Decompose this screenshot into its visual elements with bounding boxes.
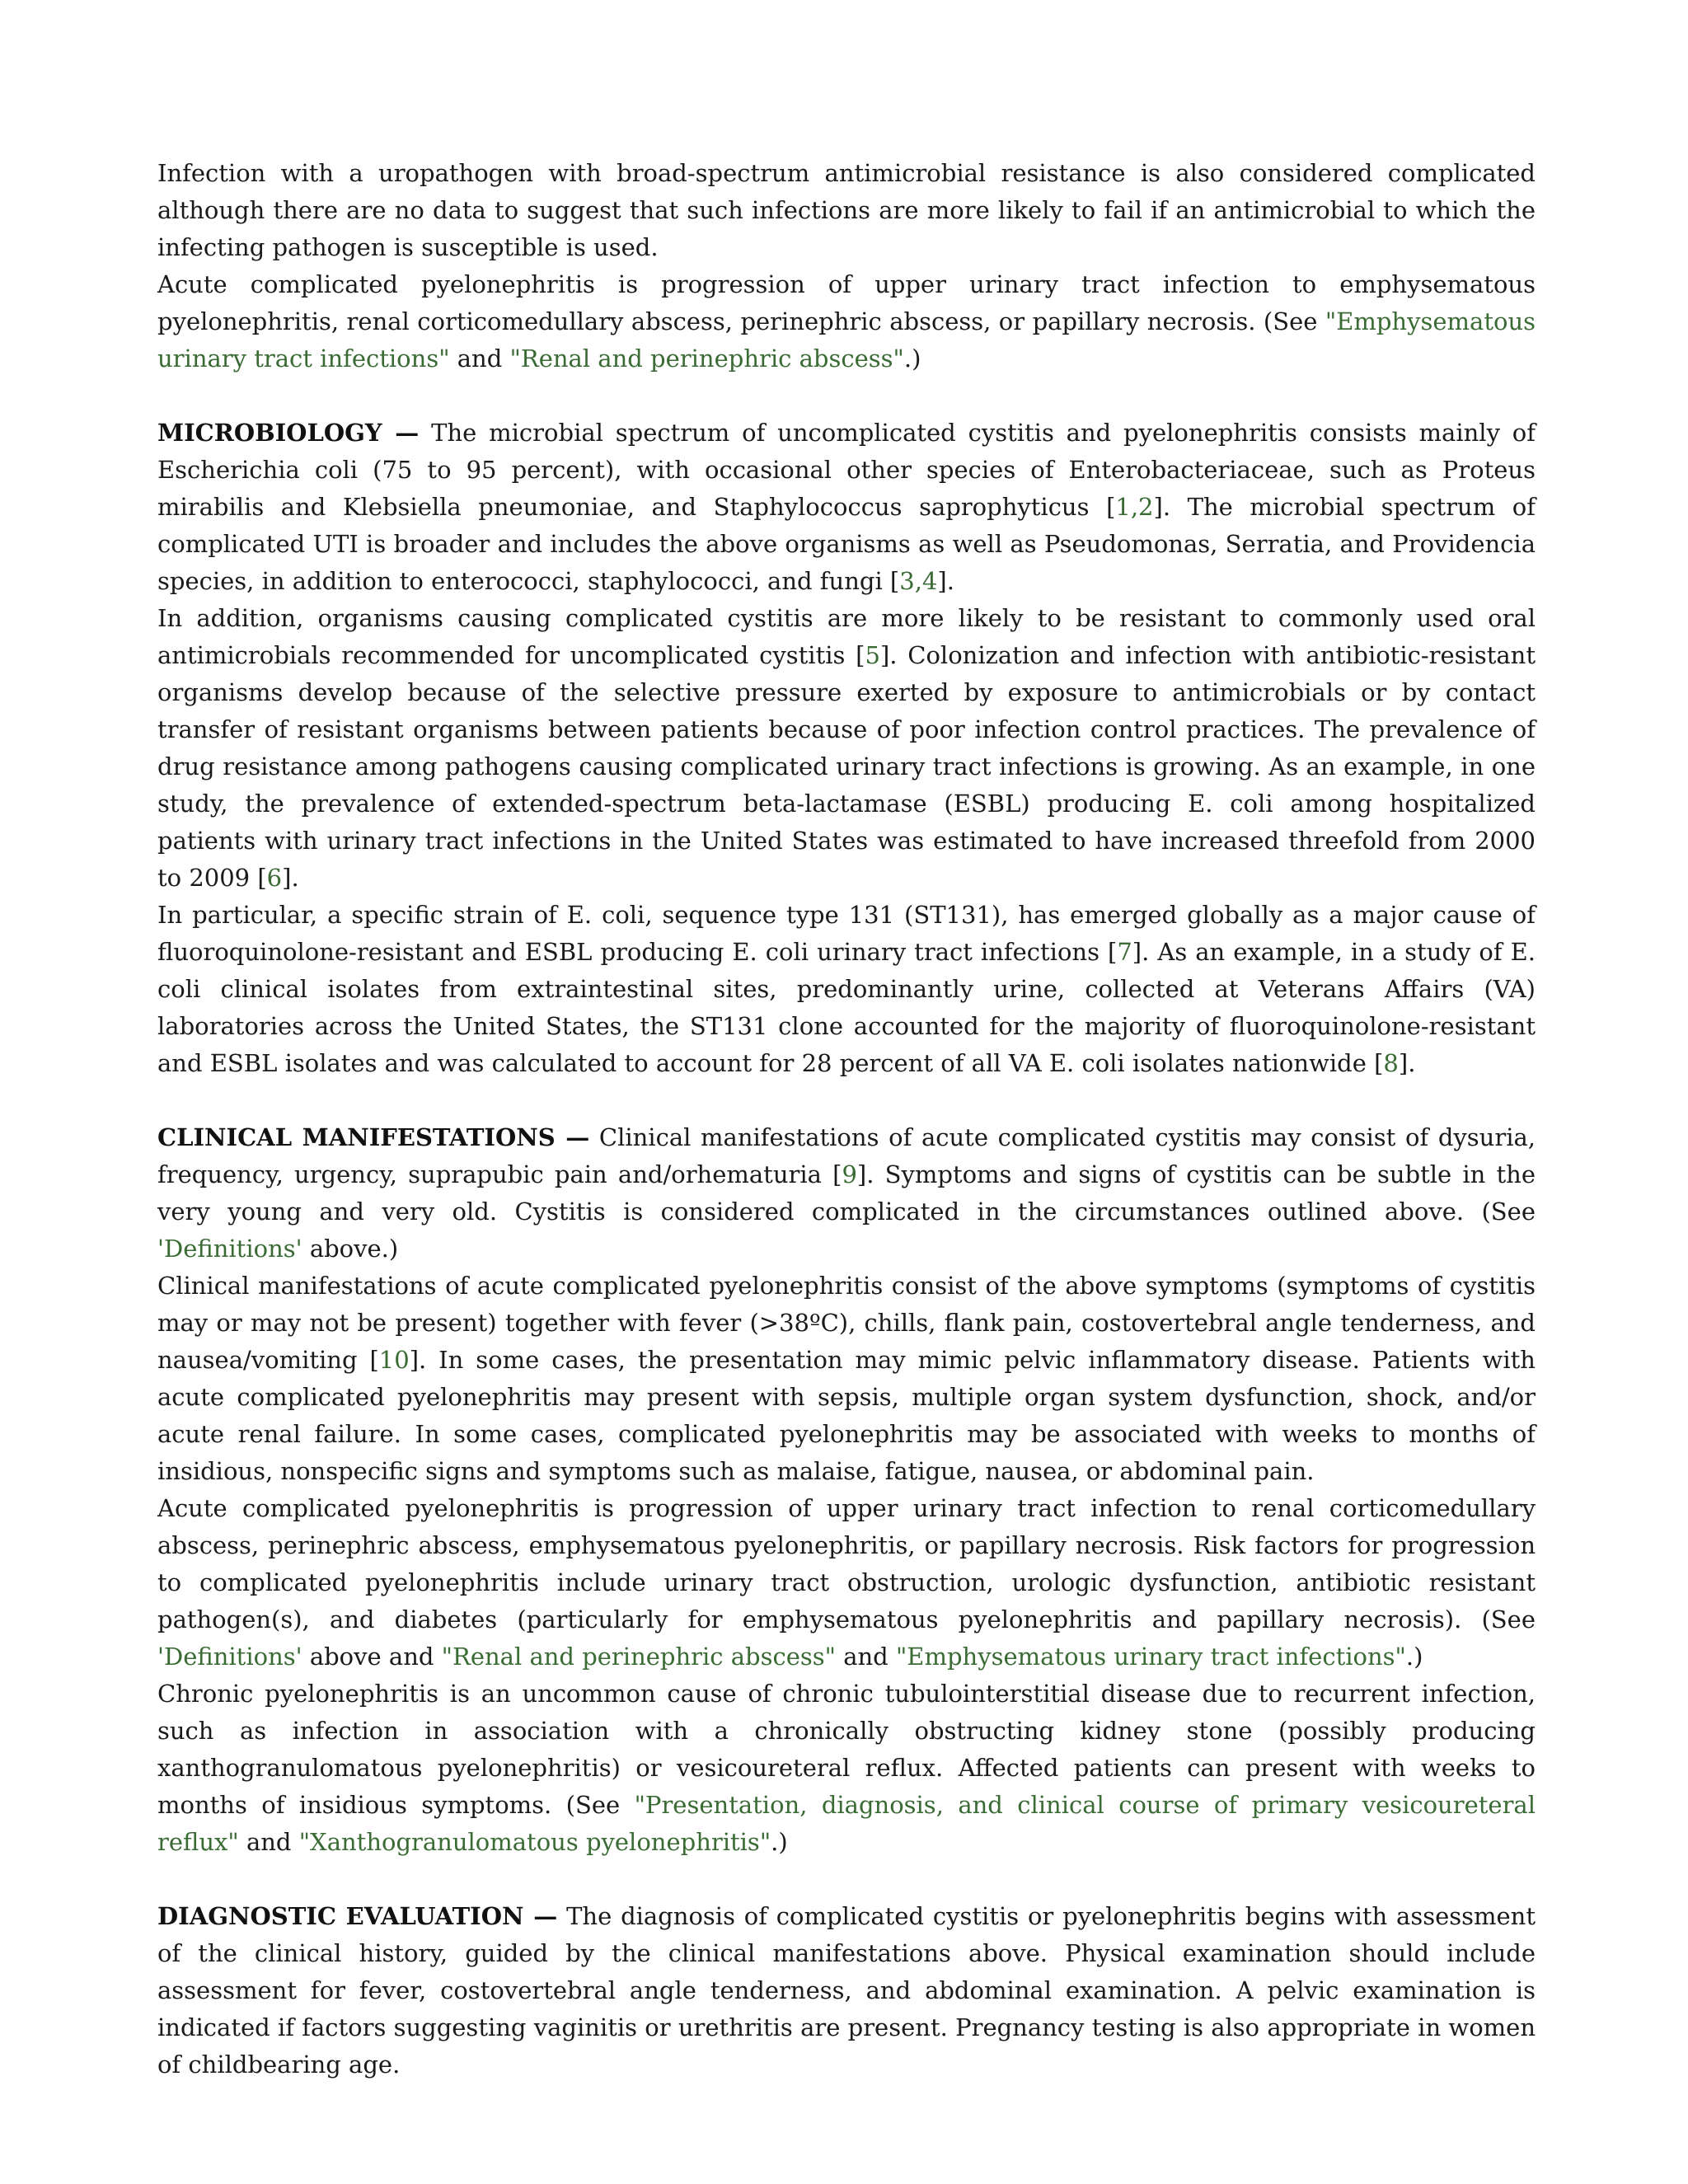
section-heading-microbiology: MICROBIOLOGY — [157,419,420,447]
clinical-p3-a: Acute complicated pyelonephritis is progression of upper urinary tract infection to renal corticomedullary abscess, perinephric abscess, emphysematous pyelonephritis, or papillary necrosis. Risk factors for progression to complicated pyelonephritis include urinary tract obstruction, urologic dysfunction, antibiotic resistant pathogen(s), and diabetes (particularly for emphysematous pyelonephritis and papillary necrosis). (See [157,1494,1536,1633]
intro-p2-text: Acute complicated pyelonephritis is progression of upper urinary tract infection to emphysematous pyelonephritis, renal corticomedullary abscess, perinephric abscess, or papillary necrosis. (See [157,270,1536,335]
reference-link[interactable]: 7 [1117,938,1132,966]
microbiology-p3-a: In particular, a specific strain of E. coli, sequence type 131 (ST131), has emerged globally as a major cause of fluoroquinolone-resistant and ESBL producing E. coli urinary tract infections [ [157,901,1536,966]
clinical-p1-b: ]. Symptoms and signs of cystitis can be subtle in the very young and very old. Cystitis is considered complicated in the circumstances outlined above. (See [157,1160,1536,1226]
link-xanthogranulomatous-pyelonephritis[interactable]: "Xanthogranulomatous pyelonephritis" [298,1828,771,1856]
clinical-p2-a: Clinical manifestations of acute complicated pyelonephritis consist of the above symptoms (symptoms of cystitis may or may not be present) together with fever (>38ºC), chills, flank pain, costovertebral angle tenderness, and nausea/vomiting [ [157,1272,1536,1374]
microbiology-paragraph-1 [157,415,1536,600]
microbiology-paragraph-3 [157,897,1536,1082]
section-diagnostic-evaluation [157,1898,1536,2083]
link-definitions[interactable]: 'Definitions' [157,1643,302,1671]
clinical-p1-c: above.) [302,1235,399,1263]
clinical-p4-a: Chronic pyelonephritis is an uncommon cause of chronic tubulointerstitial disease due to recurrent infection, such as infection in association with a chronically obstructing kidney stone (possibly producing xanthogranulomatous pyelonephritis) or vesicoureteral reflux. Affected patients can present with weeks to months of insidious symptoms. (See [157,1680,1536,1819]
reference-link[interactable]: 8 [1383,1049,1399,1077]
section-microbiology [157,415,1536,1082]
intro-p2-end: .) [903,344,921,373]
diagnostic-paragraph-1 [157,1898,1536,2083]
clinical-paragraph-4 [157,1675,1536,1861]
diagnostic-p1-text: The diagnosis of complicated cystitis or pyelonephritis begins with assessment of the clinical history, guided by the clinical manifestations above. Physical examination should include assessment for fever, costovertebral angle tenderness, and abdominal examination. A pelvic examination is indicated if factors suggesting vaginitis or urethritis are present. Pregnancy testing is also appropriate in women of childbearing age. [157,1902,1536,2079]
microbiology-p3-c: ]. [1398,1049,1416,1077]
microbiology-paragraph-2 [157,600,1536,897]
clinical-p4-b: and [238,1828,299,1856]
clinical-p3-c: and [836,1643,896,1671]
microbiology-p1-c: ]. [937,567,954,595]
link-renal-perinephric-abscess[interactable]: "Renal and perinephric abscess" [441,1643,836,1671]
link-vesicoureteral-reflux[interactable]: "Presentation, diagnosis, and clinical course of primary vesicoureteral reflux" [157,1791,1536,1856]
clinical-p1-a: Clinical manifestations of acute complicated cystitis may consist of dysuria, frequency, urgency, suprapubic pain and/orhematuria [ [157,1123,1536,1188]
section-heading-clinical: CLINICAL MANIFESTATIONS — [157,1123,590,1151]
microbiology-p1-b: ]. The microbial spectrum of complicated UTI is broader and includes the above organisms as well as Pseudomonas, Serratia, and Providencia species, in addition to enterococci, staphylococci, and fungi [ [157,493,1536,595]
microbiology-p2-a: In addition, organisms causing complicated cystitis are more likely to be resistant to commonly used oral antimicrobials recommended for uncomplicated cystitis [ [157,604,1536,669]
microbiology-p2-b: ]. Colonization and infection with antibiotic-resistant organisms develop because of the selective pressure exerted by exposure to antimicrobials or by contact transfer of resistant organisms between patients because of poor infection control practices. The prevalence of drug resistance among pathogens causing complicated urinary tract infections is growing. As an example, in one study, the prevalence of extended-spectrum beta-lactamase (ESBL) producing E. coli among hospitalized patients with urinary tract infections in the United States was estimated to have increased threefold from 2000 to 2009 [ [157,641,1536,892]
reference-link[interactable]: 10 [378,1346,410,1374]
clinical-p4-c: .) [771,1828,788,1856]
clinical-paragraph-2 [157,1268,1536,1490]
reference-link[interactable]: 1,2 [1115,493,1154,521]
microbiology-p1-a: The microbial spectrum of uncomplicated cystitis and pyelonephritis consists mainly of Escherichia coli (75 to 95 percent), with occasional other species of Enterobacteriaceae, such as Proteus mirabilis and Klebsiella pneumoniae, and Staphylococcus saprophyticus [ [157,419,1536,521]
reference-link[interactable]: 5 [865,641,880,669]
intro-paragraph-2 [157,266,1536,377]
intro-p2-and: and [449,344,510,373]
link-emphysematous-uti[interactable]: "Emphysematous urinary tract infections" [157,307,1536,373]
microbiology-p2-c: ]. [282,864,299,892]
link-emphysematous-uti[interactable]: "Emphysematous urinary tract infections" [895,1643,1406,1671]
section-clinical-manifestations [157,1119,1536,1861]
clinical-p3-d: .) [1405,1643,1423,1671]
link-definitions[interactable]: 'Definitions' [157,1235,302,1263]
clinical-paragraph-1 [157,1119,1536,1268]
microbiology-p3-b: ]. As an example, in a study of E. coli clinical isolates from extraintestinal sites, predominantly urine, collected at Veterans Affairs (VA) laboratories across the United States, the ST131 clone accounted for the majority of fluoroquinolone-resistant and ESBL isolates and was calculated to account for 28 percent of all VA E. coli isolates nationwide [ [157,938,1536,1077]
intro-paragraph-1 [157,155,1536,266]
clinical-paragraph-3 [157,1490,1536,1675]
reference-link[interactable]: 3,4 [899,567,938,595]
reference-link[interactable]: 6 [266,864,283,892]
reference-link[interactable]: 9 [842,1160,857,1188]
link-renal-perinephric-abscess[interactable]: "Renal and perinephric abscess" [509,344,904,373]
intro-p1-text: Infection with a uropathogen with broad-spectrum antimicrobial resistance is also considered complicated although there are no data to suggest that such infections are more likely to fail if an antimicrobial to which the infecting pathogen is susceptible is used. [157,159,1536,261]
document-page [157,155,1536,2083]
clinical-p2-b: ]. In some cases, the presentation may mimic pelvic inflammatory disease. Patients with acute complicated pyelonephritis may present with sepsis, multiple organ system dysfunction, shock, and/or acute renal failure. In some cases, complicated pyelonephritis may be associated with weeks to months of insidious, nonspecific signs and symptoms such as malaise, fatigue, nausea, or abdominal pain. [157,1346,1536,1485]
clinical-p3-b: above and [302,1643,442,1671]
section-heading-diagnostic: DIAGNOSTIC EVALUATION — [157,1902,558,1930]
